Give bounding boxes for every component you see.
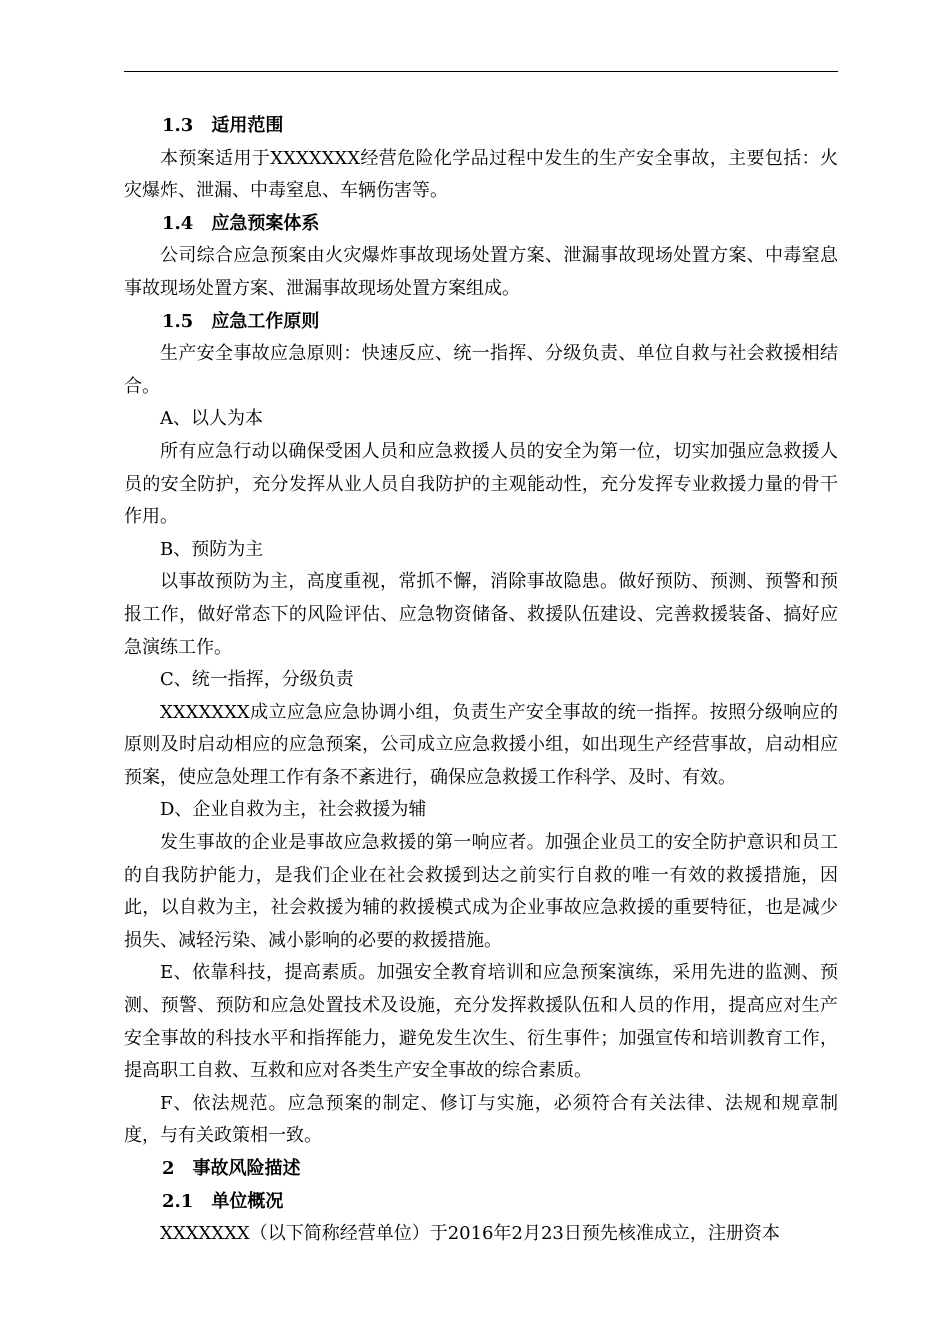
principle-f: F、依法规范。应急预案的制定、修订与实施，必须符合有关法律、法规和规章制度，与有关政策相一致。 <box>124 1092 838 1147</box>
section-heading-2: 2 事故风险描述 <box>162 1158 301 1179</box>
section-heading-2-1: 2.1 单位概况 <box>162 1190 284 1212</box>
principle-b-body: 以事故预防为主，高度重视，常抓不懈，消除事故隐患。做好预防、预测、预警和预报工作，做好常态下的风险评估、应急物资储备、救援队伍建设、完善救援装备、搞好应急演练工作。 <box>124 571 838 658</box>
paragraph-plan-system: 公司综合应急预案由火灾爆炸事故现场处置方案、泄漏事故现场处置方案、中毒窒息事故现场处置方案、泄漏事故现场处置方案组成。 <box>124 245 838 299</box>
principle-e: E、依靠科技，提高素质。加强安全教育培训和应急预案演练，采用先进的监测、预测、预警、预防和应急处置技术及设施，充分发挥救援队伍和人员的作用，提高应对生产安全事故的科技水平和指挥能力，避免发生次生、衍生事件；加强宣传和培训教育工作，提高职工自救、互救和应对各类生产安全事故的综合素质。 <box>124 962 838 1082</box>
principle-a-body: 所有应急行动以确保受困人员和应急救援人员的安全为第一位，切实加强应急救援人员的安全防护，充分发挥从业人员自我防护的主观能动性，充分发挥专业救援力量的骨干作用。 <box>124 440 838 528</box>
paragraph-unit-overview: XXXXXXX（以下简称经营单位）于2016年2月23日预先核准成立，注册资本 <box>160 1223 780 1245</box>
paragraph-scope: 本预案适用于XXXXXXX经营危险化学品过程中发生的生产安全事故，主要包括：火灾爆炸、泄漏、中毒窒息、车辆伤害等。 <box>124 147 838 202</box>
document-body <box>124 110 838 1251</box>
principle-d-title: D、企业自救为主，社会救援为辅 <box>160 799 427 821</box>
principle-c-body: XXXXXXX成立应急应急协调小组，负责生产安全事故的统一指挥。按照分级响应的原则及时启动相应的应急预案，公司成立应急救援小组，如出现生产经营事故，启动相应预案，使应急处理工作有条不紊进行，确保应急救援工作科学、及时、有效。 <box>124 701 838 788</box>
principle-c-title: C、统一指挥，分级负责 <box>160 669 354 691</box>
principle-b-title: B、预防为主 <box>160 538 264 560</box>
section-heading-1-5: 1.5 应急工作原则 <box>162 310 320 332</box>
section-heading-1-4: 1.4 应急预案体系 <box>162 212 320 234</box>
section-heading-1-3: 1.3 适用范围 <box>162 115 284 136</box>
paragraph-principles: 生产安全事故应急原则：快速反应、统一指挥、分级负责、单位自救与社会救援相结合。 <box>124 343 838 397</box>
header-rule <box>124 71 838 72</box>
principle-a-title: A、以人为本 <box>160 408 263 430</box>
principle-d-body: 发生事故的企业是事故应急救援的第一响应者。加强企业员工的安全防护意识和员工的自我防护能力，是我们企业在社会救援到达之前实行自救的唯一有效的救援措施，因此，以自救为主，社会救援为辅的救援模式成为企业事故应急救援的重要特征，也是减少损失、减轻污染、减小影响的必要的救援措施。 <box>124 832 838 951</box>
